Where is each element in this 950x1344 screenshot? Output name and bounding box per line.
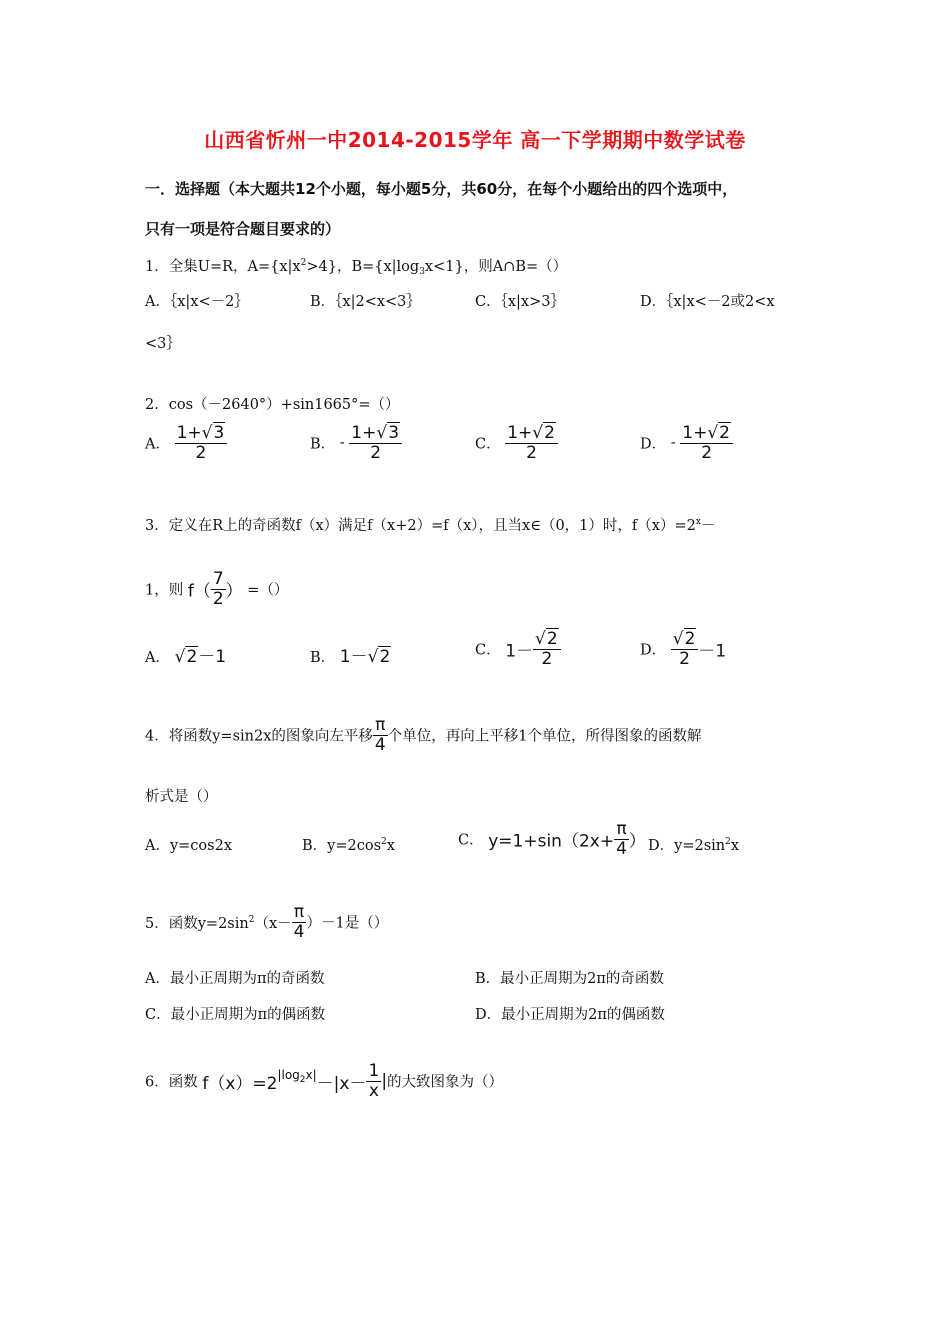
q1-option-a: A．｛x|x<－2｝ bbox=[145, 294, 249, 310]
question-2-stem: 2．cos（－2640°）+sin1665°=（） bbox=[145, 397, 400, 413]
question-3-stem: 3．定义在R上的奇函数f（x）满足f（x+2）=f（x），且当x∈（0，1）时，$f(x)=2^x-$ bbox=[145, 517, 716, 534]
section-heading-line1: 一．选择题（本大题共12个小题，每小题5分，共60分，在每个小题给出的四个选项中， bbox=[145, 180, 738, 198]
q5-option-a: A．最小正周期为π的奇函数 bbox=[145, 971, 325, 987]
fraction: $\frac{1+√3}{2}$ bbox=[349, 424, 402, 462]
q5-option-b: B．最小正周期为2π的奇函数 bbox=[475, 971, 664, 987]
q4-option-a: A．y=cos2x bbox=[145, 838, 233, 854]
fraction: $\frac{1}{x}$ bbox=[368, 1061, 380, 1101]
fraction: $\frac{1+√2}{2}$ bbox=[505, 424, 558, 462]
q4-option-d: D．$y=2\sin^2x$ bbox=[648, 837, 740, 854]
q5-option-c: C．最小正周期为π的偶函数 bbox=[145, 1007, 326, 1023]
fraction: $\frac{\pi}{4}$ bbox=[293, 902, 305, 942]
q2-option-d: D． - $\frac{1+√2}{2}$ bbox=[640, 424, 733, 462]
q2-option-b: B． - $\frac{1+√3}{2}$ bbox=[310, 424, 402, 462]
fraction: $\frac{1+√2}{2}$ bbox=[680, 424, 733, 462]
q3-option-a: A． √2－1 bbox=[145, 647, 227, 667]
q4-option-c: C． y=1+sin（2x+ $\frac{\pi}{4}$ ） bbox=[458, 819, 646, 859]
page-title: 山西省忻州一中2014-2015学年 高一下学期期中数学试卷 bbox=[204, 128, 746, 152]
q1-option-d-continued: <3｝ bbox=[145, 336, 181, 352]
q4-option-b: B．$y=2\cos^2x$ bbox=[302, 837, 395, 854]
q3-option-d: D． $\frac{√2}{2}$ －1 bbox=[640, 629, 727, 669]
q2-option-a: A． $\frac{1+√3}{2}$ bbox=[145, 424, 227, 462]
q3-option-c: C． 1－ $\frac{√2}{2}$ bbox=[475, 630, 561, 668]
q1-option-c: C．｛x|x>3｝ bbox=[475, 294, 565, 310]
fraction: $\frac{\pi}{4}$ bbox=[374, 715, 386, 755]
fraction: $\frac{7}{2}$ bbox=[212, 569, 224, 609]
fraction: $\frac{\pi}{4}$ bbox=[616, 819, 627, 859]
question-4-stem: 4．将函数y=sin2x的图象向左平移 $\frac{\pi}{4}$ 个单位，再向上平移1个单位，所得图象的函数解 bbox=[145, 715, 702, 755]
q1-option-d: D．｛x|x<－2或2<x bbox=[640, 294, 775, 310]
q5-option-d: D．最小正周期为2π的偶函数 bbox=[475, 1007, 665, 1023]
question-5-stem: 5．函数$y=2\sin^2(x-$ $\frac{\pi}{4}$ ）－1是（） bbox=[145, 902, 389, 942]
fraction: $\frac{1+√3}{2}$ bbox=[175, 424, 228, 462]
question-1-stem: 1．全集U=R，$A=\{x|x^2>4\}$，$B=\{x|\log_3x<1\}$，则A∩B=（） bbox=[145, 258, 568, 277]
question-6-stem: 6．函数 $f(x)=2^{|log_2x|}-|x-$ $\frac{1}{x}$ |的大致图象为（） bbox=[145, 1061, 504, 1101]
question-3-stem-line2: 1，则 f（ $\frac{7}{2}$ ） =（） bbox=[145, 569, 289, 609]
fraction: $\frac{√2}{2}$ bbox=[671, 630, 699, 668]
question-4-stem-line2: 析式是（） bbox=[145, 789, 218, 805]
q1-option-b: B．｛x|2<x<3｝ bbox=[310, 294, 421, 310]
section-heading-line2: 只有一项是符合题目要求的） bbox=[145, 220, 341, 238]
fraction: $\frac{√2}{2}$ bbox=[533, 630, 561, 668]
q2-option-c: C． $\frac{1+√2}{2}$ bbox=[475, 424, 558, 462]
q3-option-b: B． 1－√2 bbox=[310, 647, 391, 667]
